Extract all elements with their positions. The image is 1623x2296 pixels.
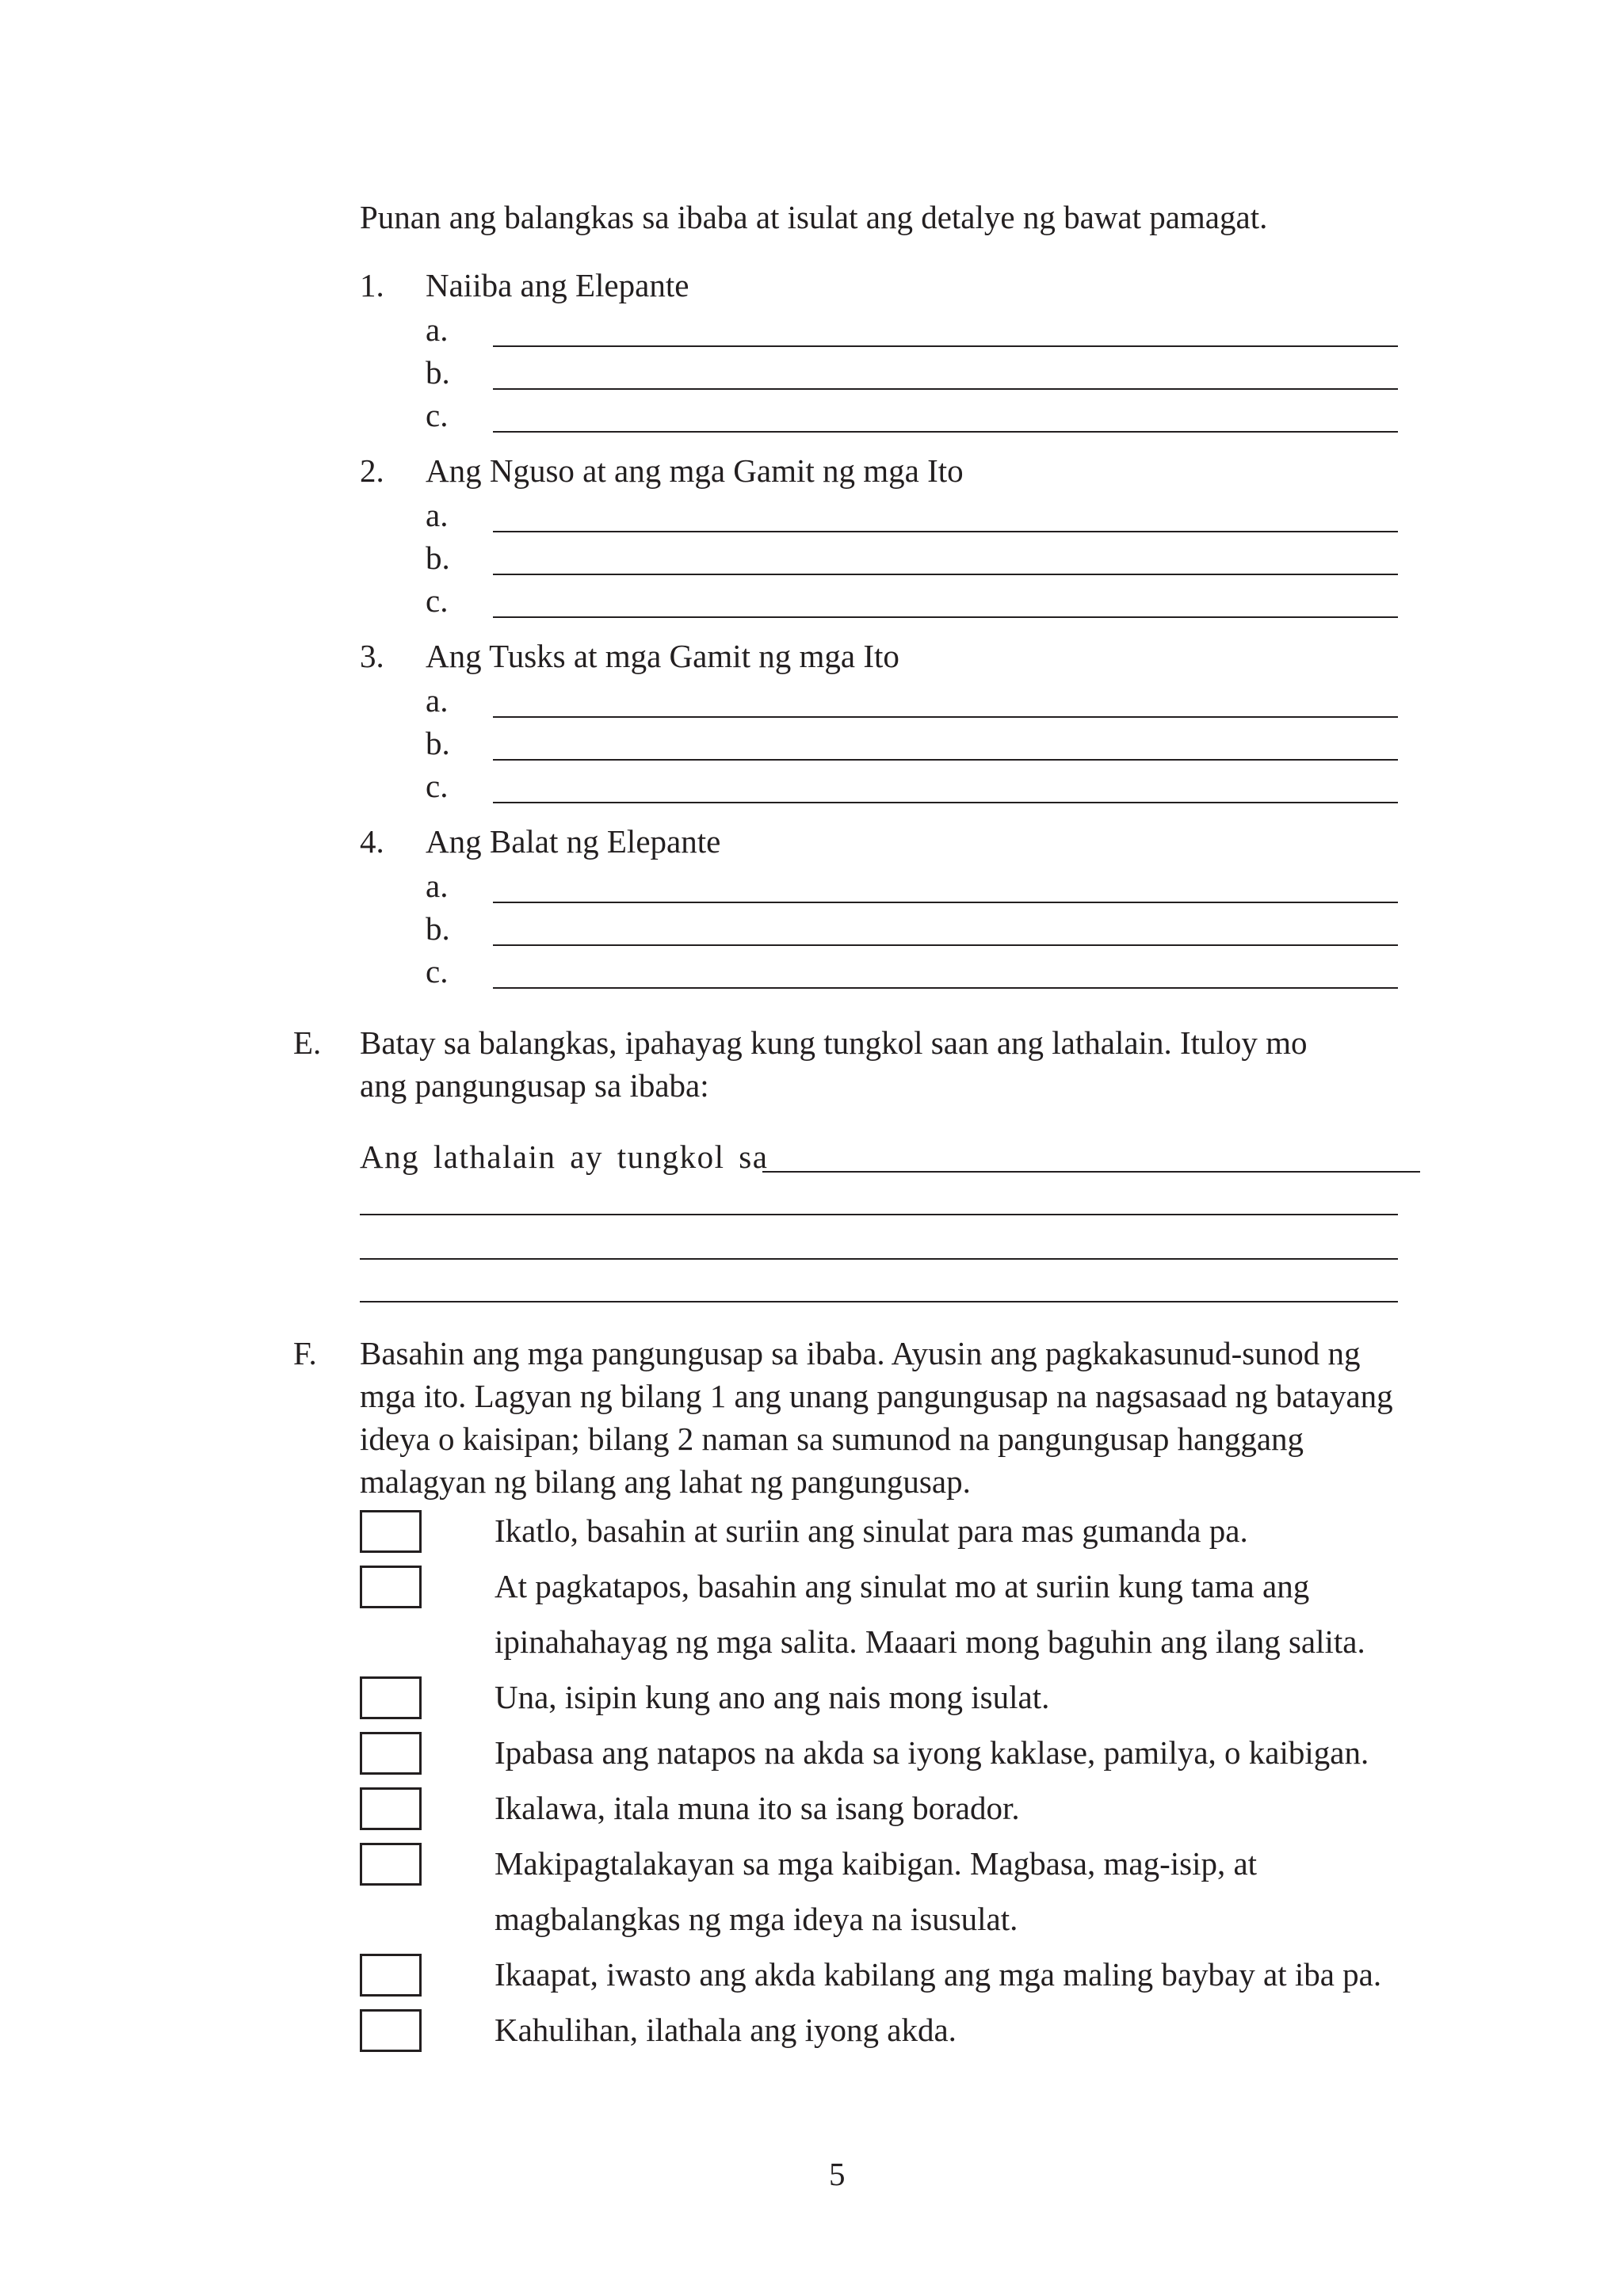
answer-line[interactable] (493, 759, 1398, 761)
answer-line[interactable] (493, 345, 1398, 347)
number-box[interactable] (360, 1843, 422, 1886)
outline-title: Ang Nguso at ang mga Gamit ng mga Ito (426, 452, 964, 489)
ordering-sentence-cont: magbalangkas ng mga ideya na isusulat. (495, 1901, 1018, 1937)
section-instruction: Basahin ang mga pangungusap sa ibaba. Ayusin ang pagkakasunud-sunod ng (360, 1335, 1361, 1371)
answer-line[interactable] (493, 802, 1398, 803)
number-box[interactable] (360, 1566, 422, 1608)
answer-line[interactable] (493, 716, 1398, 718)
sub-label: a. (426, 682, 449, 719)
sub-label: b. (426, 354, 450, 391)
answer-line[interactable] (493, 944, 1398, 946)
intro-text: Punan ang balangkas sa ibaba at isulat ang detalye ng bawat pamagat. (360, 199, 1268, 235)
ordering-sentence: Kahulihan, ilathala ang iyong akda. (495, 2012, 957, 2048)
answer-line[interactable] (360, 1301, 1398, 1302)
number-box[interactable] (360, 1954, 422, 1997)
sub-label: a. (426, 311, 449, 348)
number-box[interactable] (360, 1732, 422, 1775)
number-box[interactable] (360, 2009, 422, 2052)
section-letter: E. (293, 1024, 322, 1061)
outline-number: 3. (360, 638, 384, 674)
sub-label: b. (426, 725, 450, 761)
outline-number: 2. (360, 452, 384, 489)
answer-line[interactable] (493, 431, 1398, 433)
answer-line[interactable] (493, 902, 1398, 903)
section-letter: F. (293, 1335, 317, 1371)
sub-label: c. (426, 953, 449, 990)
outline-title: Ang Balat ng Elepante (426, 823, 721, 860)
page-number: 5 (829, 2156, 846, 2192)
section-instruction: malagyan ng bilang ang lahat ng pangungusap. (360, 1463, 971, 1500)
answer-line[interactable] (493, 616, 1398, 618)
section-instruction: ideya o kaisipan; bilang 2 naman sa sumunod na pangungusap hanggang (360, 1421, 1304, 1457)
sub-label: c. (426, 582, 449, 619)
sub-label: c. (426, 768, 449, 804)
sub-label: c. (426, 397, 449, 433)
section-instruction: ang pangungusap sa ibaba: (360, 1067, 709, 1104)
number-box[interactable] (360, 1510, 422, 1553)
number-box[interactable] (360, 1787, 422, 1830)
outline-title: Ang Tusks at mga Gamit ng mga Ito (426, 638, 899, 674)
answer-line[interactable] (493, 388, 1398, 390)
ordering-sentence: At pagkatapos, basahin ang sinulat mo at suriin kung tama ang (495, 1568, 1310, 1604)
sub-label: b. (426, 910, 450, 947)
ordering-sentence: Ikalawa, itala muna ito sa isang borador. (495, 1790, 1020, 1826)
answer-line[interactable] (493, 531, 1398, 532)
outline-title: Naiiba ang Elepante (426, 267, 689, 303)
answer-line[interactable] (493, 987, 1398, 989)
ordering-sentence: Ikatlo, basahin at suriin ang sinulat para mas gumanda pa. (495, 1512, 1248, 1549)
section-instruction: Batay sa balangkas, ipahayag kung tungkol saan ang lathalain. Ituloy mo (360, 1024, 1308, 1061)
ordering-sentence: Ikaapat, iwasto ang akda kabilang ang mga maling baybay at iba pa. (495, 1956, 1382, 1993)
ordering-sentence: Makipagtalakayan sa mga kaibigan. Magbasa, mag-isip, at (495, 1845, 1258, 1882)
sub-label: b. (426, 540, 450, 576)
sub-label: a. (426, 868, 449, 904)
ordering-sentence: Ipabasa ang natapos na akda sa iyong kaklase, pamilya, o kaibigan. (495, 1734, 1369, 1771)
sentence-prompt: Ang lathalain ay tungkol sa (360, 1138, 769, 1175)
outline-number: 1. (360, 267, 384, 303)
number-box[interactable] (360, 1676, 422, 1719)
answer-line[interactable] (762, 1171, 1420, 1173)
ordering-sentence-cont: ipinahahayag ng mga salita. Maaari mong baguhin ang ilang salita. (495, 1623, 1365, 1660)
outline-number: 4. (360, 823, 384, 860)
section-instruction: mga ito. Lagyan ng bilang 1 ang unang pangungusap na nagsasaad ng batayang (360, 1378, 1393, 1414)
answer-line[interactable] (360, 1214, 1398, 1215)
ordering-sentence: Una, isipin kung ano ang nais mong isulat. (495, 1679, 1050, 1715)
sub-label: a. (426, 497, 449, 533)
answer-line[interactable] (360, 1258, 1398, 1260)
answer-line[interactable] (493, 574, 1398, 575)
